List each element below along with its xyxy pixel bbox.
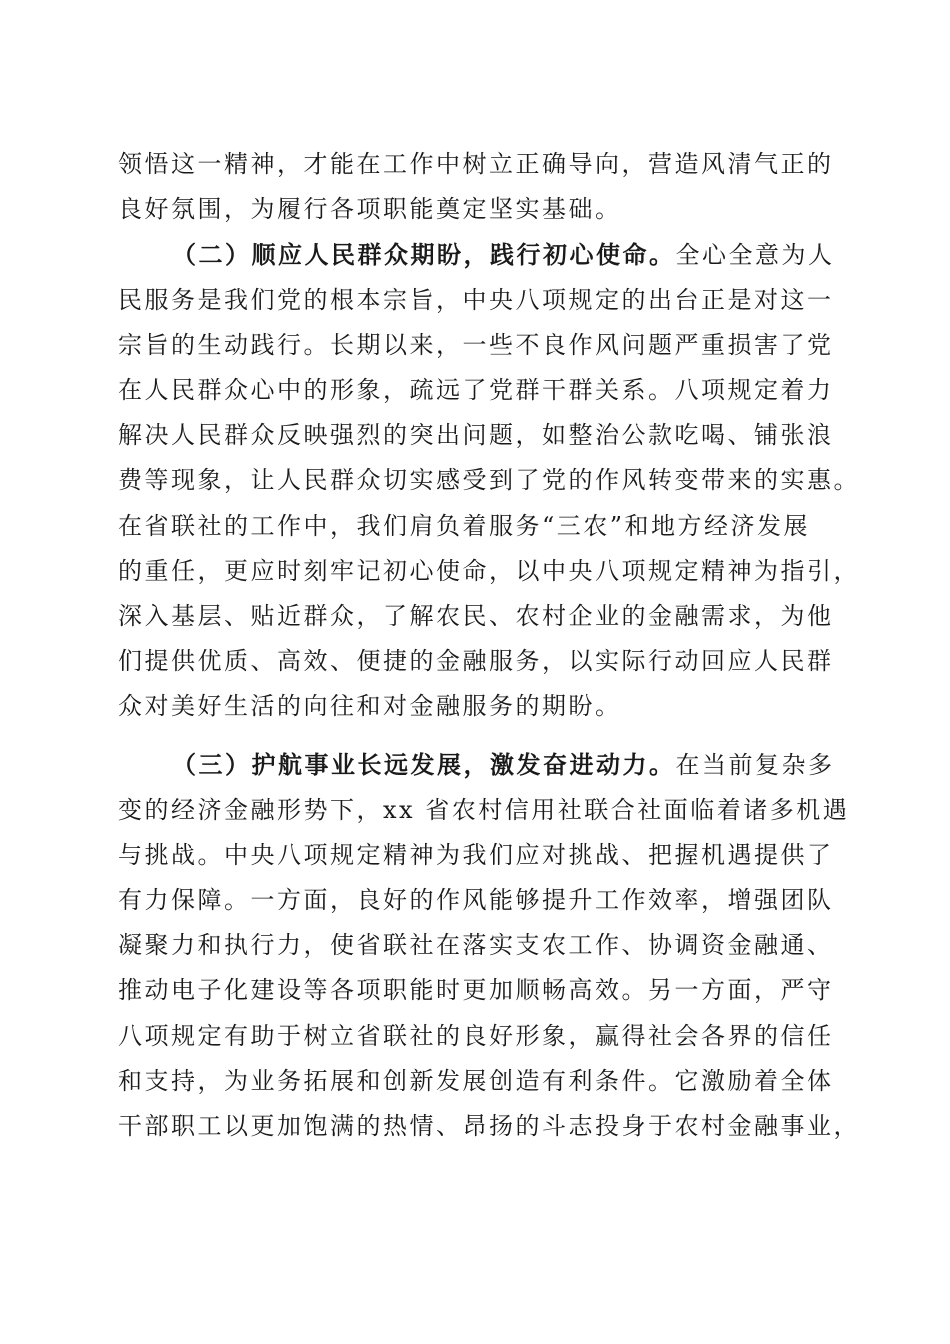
text-line: 凝聚力和执行力，使省联社在落实支农工作、协调资金融通、	[118, 931, 834, 960]
document-body	[118, 142, 860, 1149]
paragraph-first-line	[118, 742, 838, 787]
text-line: 和支持，为业务拓展和创新发展创造有利条件。它激励着全体	[118, 1066, 834, 1095]
text-line: 深入基层、贴近群众，了解农民、农村企业的金融需求，为他	[118, 601, 834, 630]
text-line: 变的经济金融形势下，xx 省农村信用社联合社面临着诸多机遇	[118, 795, 850, 824]
text-line: 的重任，更应时刻牢记初心使命，以中央八项规定精神为指引，	[118, 556, 860, 585]
text-line: 在省联社的工作中，我们肩负着服务“三农”和地方经济发展	[118, 511, 811, 540]
text-line: 民服务是我们党的根本宗旨，中央八项规定的出台正是对这一	[118, 285, 834, 314]
text-line: 宗旨的生动践行。长期以来，一些不良作风问题严重损害了党	[118, 330, 834, 359]
text-line: 八项规定有助于树立省联社的良好形象，赢得社会各界的信任	[118, 1021, 834, 1050]
text-line: 解决人民群众反映强烈的突出问题，如整治公款吃喝、铺张浪	[118, 421, 834, 450]
text-line: 与挑战。中央八项规定精神为我们应对挑战、把握机遇提供了	[118, 840, 834, 869]
text-line: 费等现象，让人民群众切实感受到了党的作风转变带来的实惠。	[118, 466, 860, 495]
text-line: 众对美好生活的向往和对金融服务的期盼。	[118, 692, 622, 721]
text-line: 干部职工以更加饱满的热情、昂扬的斗志投身于农村金融事业，	[118, 1111, 860, 1140]
paragraph-1	[118, 142, 838, 232]
text-line: 推动电子化建设等各项职能时更加顺畅高效。另一方面，严守	[118, 976, 834, 1005]
text-line: 有力保障。一方面，良好的作风能够提升工作效率，增强团队	[118, 886, 834, 914]
text-run: 全心全意为人	[675, 241, 835, 270]
text-line: 良好氛围，为履行各项职能奠定坚实基础。	[118, 195, 622, 224]
text-run: 在当前复杂多	[675, 751, 835, 780]
section-heading: （二）顺应人民群众期盼，践行初心使命。	[172, 240, 676, 270]
paragraph-first-line	[118, 232, 838, 277]
text-line: 领悟这一精神，才能在工作中树立正确导向，营造风清气正的	[118, 150, 834, 178]
paragraph-spacing	[118, 729, 838, 742]
text-line: 们提供优质、高效、便捷的金融服务，以实际行动回应人民群	[118, 647, 834, 676]
paragraph-2	[118, 232, 860, 729]
paragraph-3	[118, 742, 860, 1149]
text-line: 在人民群众心中的形象，疏远了党群干群关系。八项规定着力	[118, 375, 834, 404]
section-heading: （三）护航事业长远发展，激发奋进动力。	[172, 750, 676, 780]
